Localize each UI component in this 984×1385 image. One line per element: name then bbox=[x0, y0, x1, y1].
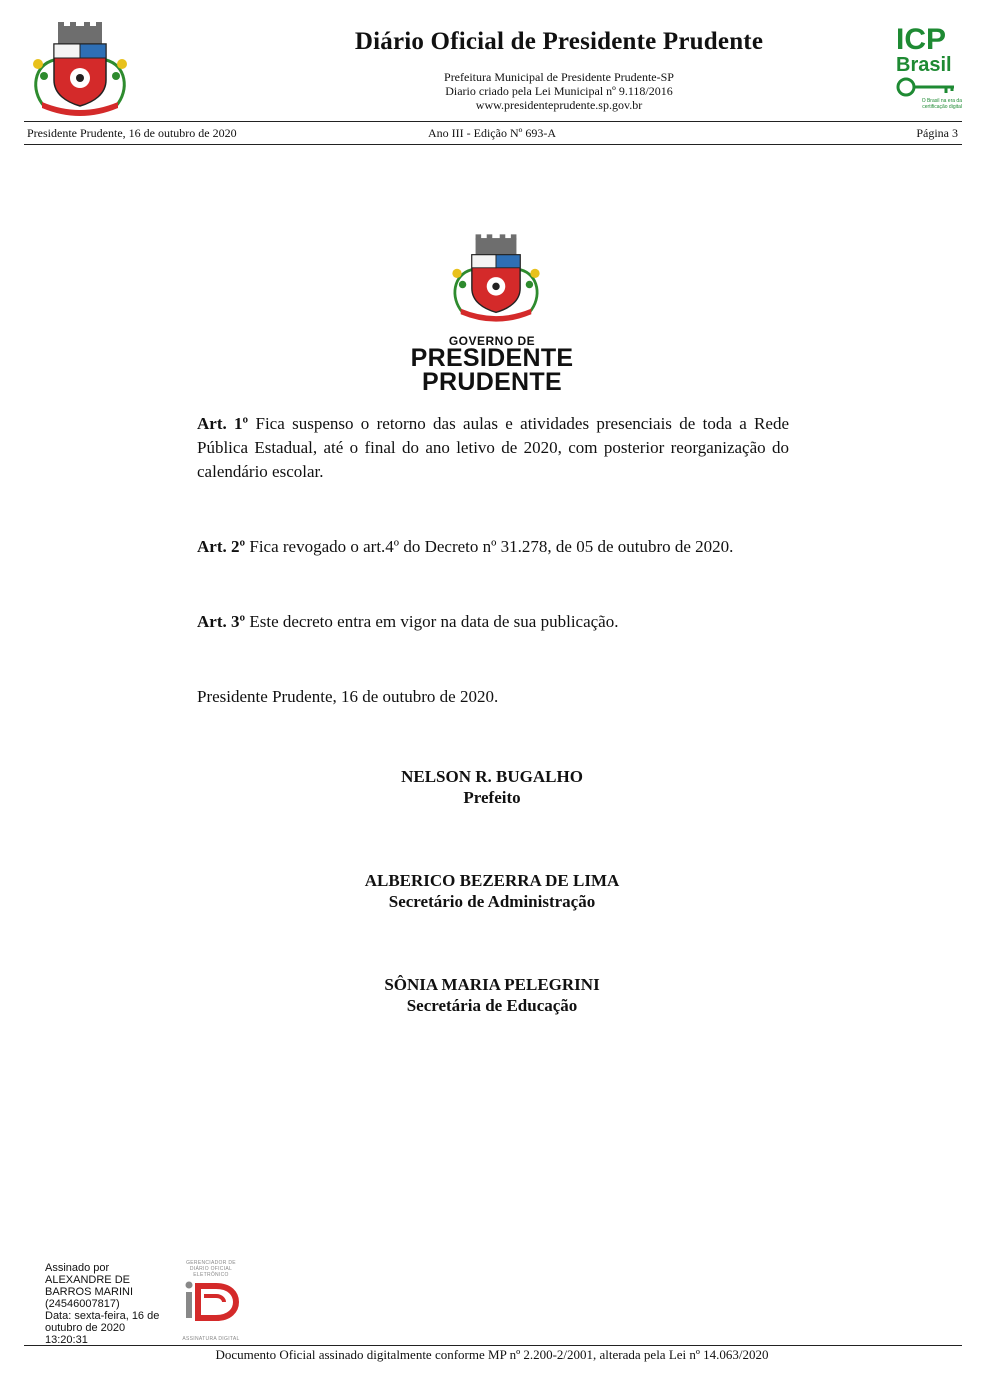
stamp-line: (24546007817) bbox=[45, 1298, 120, 1310]
signatory-role: Secretário de Administração bbox=[388, 892, 596, 911]
signature-block bbox=[200, 974, 784, 1016]
signatory-role: Prefeito bbox=[463, 788, 521, 807]
article-text: Fica suspenso o retorno das aulas e atividades presenciais de toda a Rede Pública Estadual, até o final do ano letivo de 2020, com posterior reorganização do calendário escolar. bbox=[197, 414, 789, 481]
header-subtitle-line: Diario criado pela Lei Municipal nº 9.118/2016 bbox=[445, 84, 673, 98]
icp-brasil-logo bbox=[896, 23, 962, 116]
stamp-line: outubro de 2020 bbox=[45, 1322, 126, 1334]
icp-logo-text: Brasil bbox=[896, 54, 952, 76]
header-website: www.presidenteprudente.sp.gov.br bbox=[475, 98, 643, 112]
government-logo-small-text: GOVERNO DE bbox=[448, 334, 536, 348]
digital-signature-id-logo bbox=[180, 1260, 242, 1342]
signatory-role: Secretária de Educação bbox=[406, 996, 578, 1015]
icp-logo-text: ICP bbox=[896, 23, 947, 56]
article-label: Art. 3º bbox=[197, 612, 246, 631]
signatory-name: NELSON R. BUGALHO bbox=[401, 767, 583, 786]
article-paragraph bbox=[197, 610, 789, 634]
stamp-line: Assinado por bbox=[45, 1262, 110, 1274]
place-and-date: Presidente Prudente, 16 de outubro de 2020. bbox=[197, 687, 499, 706]
icp-tagline: O Brasil na era da certificação digital bbox=[921, 98, 962, 110]
footer-rule bbox=[24, 1345, 962, 1346]
article-paragraph bbox=[197, 535, 789, 559]
coat-of-arms-icon bbox=[444, 232, 548, 324]
signatory-name: ALBERICO BEZERRA DE LIMA bbox=[364, 871, 620, 890]
article-label: Art. 2º bbox=[197, 537, 246, 556]
id-logo-caption: GERENCIADOR DE DIÁRIO OFICIAL ELETRÔNICO bbox=[186, 1260, 236, 1278]
header-bottom-rule bbox=[24, 144, 962, 145]
stamp-line: 13:20:31 bbox=[45, 1334, 88, 1346]
signature-block bbox=[200, 766, 784, 808]
government-logo-text: PRUDENTE bbox=[422, 368, 562, 396]
article-label: Art. 1º bbox=[197, 414, 249, 433]
signatory-name: SÔNIA MARIA PELEGRINI bbox=[384, 975, 600, 994]
header-page-number: Página 3 bbox=[916, 126, 958, 140]
header-top-rule bbox=[24, 121, 962, 122]
stamp-line: BARROS MARINI bbox=[45, 1286, 134, 1298]
header-edition: Ano III - Edição Nº 693-A bbox=[427, 126, 556, 140]
document-title: Diário Oficial de Presidente Prudente bbox=[354, 28, 764, 55]
digital-signature-stamp bbox=[45, 1262, 177, 1346]
id-logo-caption: ASSINATURA DIGITAL bbox=[182, 1336, 240, 1342]
id-icon bbox=[180, 1278, 242, 1326]
footer-legal-notice: Documento Oficial assinado digitalmente conforme MP nº 2.200-2/2001, alterada pela Lei nº 14.063/2020 bbox=[215, 1347, 769, 1362]
article-paragraph bbox=[197, 412, 789, 484]
government-logo-text: PRESIDENTE bbox=[410, 344, 574, 372]
key-icon bbox=[896, 76, 958, 98]
signature-block bbox=[200, 870, 784, 912]
article-text: Fica revogado o art.4º do Decreto nº 31.278, de 05 de outubro de 2020. bbox=[249, 537, 734, 556]
stamp-line: ALEXANDRE DE bbox=[45, 1274, 130, 1286]
header-subtitle-line: Prefeitura Municipal de Presidente Prudente-SP bbox=[444, 70, 674, 84]
article-text: Este decreto entra em vigor na data de sua publicação. bbox=[249, 612, 619, 631]
stamp-line: Data: sexta-feira, 16 de bbox=[45, 1310, 160, 1322]
coat-of-arms-icon bbox=[24, 20, 136, 118]
header-date: Presidente Prudente, 16 de outubro de 2020 bbox=[27, 126, 237, 140]
